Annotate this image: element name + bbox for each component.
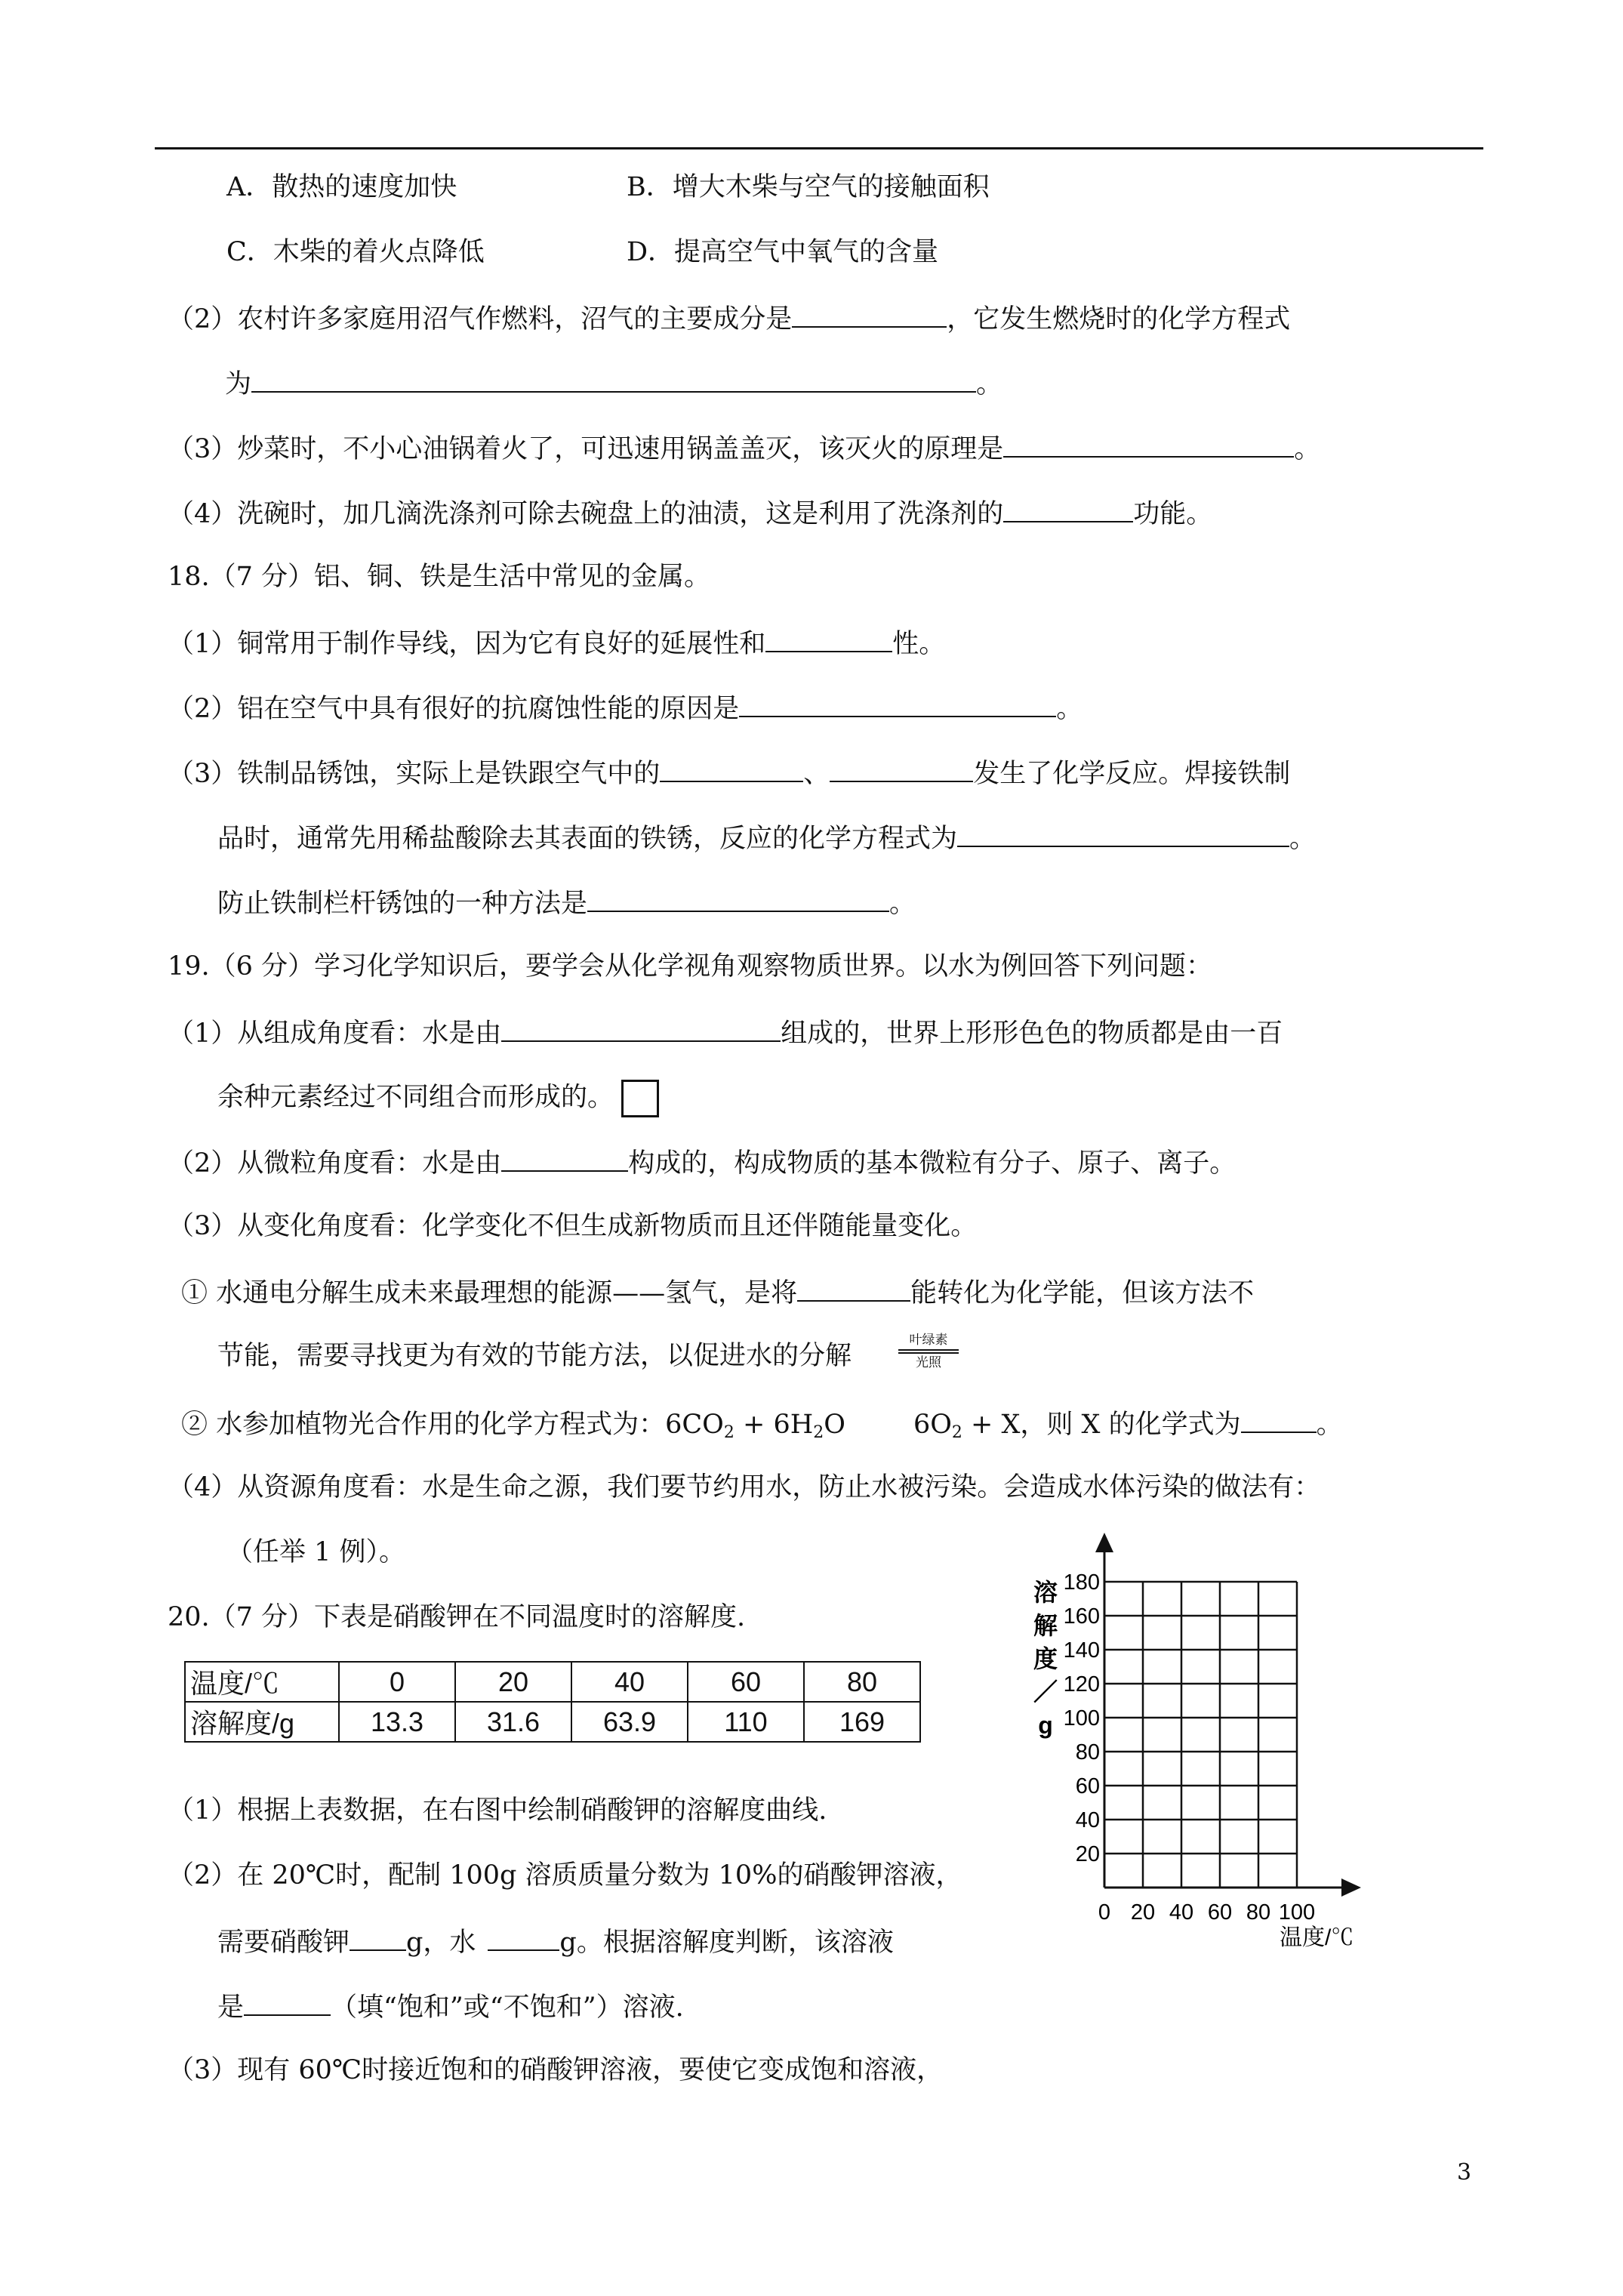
q19-circle2-text-d: 6O bbox=[913, 1410, 952, 1440]
answer-blank[interactable] bbox=[739, 690, 1056, 717]
period: 。 bbox=[976, 369, 1003, 399]
table-header-temp: 温度/℃ bbox=[185, 1662, 339, 1702]
solubility-chart bbox=[1023, 1533, 1370, 1955]
q20-part3: （3）现有 60℃时接近饱和的硝酸钾溶液，要使它变成饱和溶液， bbox=[168, 2055, 944, 2085]
q19-part4: （4）从资源角度看：水是生命之源，我们要节约用水，防止水被污染。会造成水体污染的做法有： bbox=[168, 1472, 1321, 1502]
q20-title: 20.（7 分）下表是硝酸钾在不同温度时的溶解度. bbox=[168, 1602, 746, 1632]
q19-circle1-line1 bbox=[181, 1274, 1254, 1310]
q18-part3-line3 bbox=[217, 885, 916, 920]
answer-blank[interactable] bbox=[244, 1989, 331, 2016]
q20-part2-text-f: （填“饱和”或“不饱和”）溶液. bbox=[331, 1992, 684, 2023]
y-axis-label-char: 度 bbox=[1033, 1645, 1058, 1672]
q17-option-a: A．散热的速度加快 bbox=[226, 172, 457, 202]
q20-part2-line2 bbox=[217, 1924, 894, 1959]
table-cell: 40 bbox=[571, 1662, 688, 1702]
reaction-condition-top: 叶绿素 bbox=[909, 1333, 948, 1348]
q17-part4-text-b: 功能。 bbox=[1133, 499, 1213, 529]
q19-part2 bbox=[168, 1145, 1236, 1180]
y-axis-label-char: ／ bbox=[1033, 1678, 1058, 1706]
q17-part3-text: （3）炒菜时，不小心油锅着火了，可迅速用锅盖盖灭，该灭火的原理是 bbox=[168, 434, 1004, 464]
q19-part1-text-c: 余种元素经过不同组合而形成的。 bbox=[217, 1082, 614, 1113]
table-cell: 169 bbox=[804, 1702, 920, 1742]
answer-blank[interactable] bbox=[660, 755, 803, 782]
x-tick-label: 100 bbox=[1278, 1900, 1316, 1925]
q17-part2-line2 bbox=[225, 365, 1002, 401]
y-tick-label: 120 bbox=[1063, 1672, 1100, 1697]
table-cell: 20 bbox=[455, 1662, 571, 1702]
q18-part3-line2 bbox=[217, 820, 1316, 855]
y-tick-label: 140 bbox=[1063, 1638, 1100, 1663]
y-tick-label: 40 bbox=[1075, 1808, 1100, 1832]
chart-axes bbox=[1095, 1533, 1361, 1897]
y-axis-label-char: 解 bbox=[1033, 1612, 1058, 1639]
chart-grid bbox=[1104, 1582, 1297, 1888]
q20-part2-text-b: 需要硝酸钾 bbox=[217, 1928, 350, 1958]
x-tick-label: 0 bbox=[1098, 1900, 1111, 1925]
y-tick-label: 60 bbox=[1075, 1774, 1100, 1798]
period: 。 bbox=[1294, 434, 1321, 464]
q17-part2-text: （2）农村许多家庭用沼气作燃料，沼气的主要成分是 bbox=[168, 304, 793, 334]
q20-part2-text-d: g。根据溶解度判断，该溶液 bbox=[559, 1928, 894, 1958]
q18-part1 bbox=[168, 625, 945, 661]
table-cell: 60 bbox=[688, 1662, 804, 1702]
y-tick-label: 20 bbox=[1075, 1842, 1100, 1866]
table-cell: 80 bbox=[804, 1662, 920, 1702]
q19-part2-text-b: 构成的，构成物质的基本微粒有分子、原子、离子。 bbox=[628, 1148, 1236, 1179]
y-axis-label-char: g bbox=[1038, 1712, 1053, 1739]
subscript: 2 bbox=[813, 1423, 824, 1442]
q17-part4-text: （4）洗碗时，加几滴洗涤剂可除去碗盘上的油渍，这是利用了洗涤剂的 bbox=[168, 499, 1004, 529]
q17-part2-line1 bbox=[168, 300, 1290, 336]
q18-part1-text-b: 性。 bbox=[892, 629, 946, 659]
table-header-solubility: 溶解度/g bbox=[185, 1702, 339, 1742]
q18-part3-text-e: 防止铁制栏杆锈蚀的一种方法是 bbox=[217, 889, 588, 919]
q19-circle1-text: ① 水通电分解生成未来最理想的能源——氢气，是将 bbox=[181, 1278, 798, 1308]
q17-part3 bbox=[168, 430, 1320, 466]
q17-option-b: B．增大木柴与空气的接触面积 bbox=[627, 172, 990, 202]
reaction-arrow bbox=[898, 1349, 959, 1351]
q19-title: 19.（6 分）学习化学知识后，要学会从化学视角观察物质世界。以水为例回答下列问题： bbox=[168, 951, 1213, 982]
x-axis-label: 温度/℃ bbox=[1280, 1925, 1354, 1950]
q18-part2 bbox=[168, 690, 1083, 726]
answer-blank[interactable] bbox=[501, 1145, 628, 1172]
q17-part4 bbox=[168, 495, 1212, 531]
answer-blank[interactable] bbox=[350, 1924, 406, 1951]
subscript: 2 bbox=[951, 1423, 962, 1442]
q17-part2-text-c: 为 bbox=[225, 369, 252, 399]
q17-part2-text-b: ，它发生燃烧时的化学方程式 bbox=[947, 304, 1291, 334]
reaction-condition-bottom: 光照 bbox=[916, 1355, 941, 1370]
q20-part2-text-e: 是 bbox=[217, 1992, 245, 2023]
x-tick-label: 40 bbox=[1169, 1900, 1194, 1925]
q19-part1-text: （1）从组成角度看：水是由 bbox=[168, 1019, 502, 1049]
answer-blank[interactable] bbox=[251, 365, 976, 393]
table-row bbox=[185, 1702, 920, 1742]
q18-part3-text-c: 发生了化学反应。焊接铁制 bbox=[973, 759, 1291, 789]
x-tick-label: 60 bbox=[1207, 1900, 1233, 1925]
q19-circle2-text-e: + X，则 X 的化学式为 bbox=[962, 1410, 1241, 1440]
q17-option-d: D．提高空气中氧气的含量 bbox=[627, 237, 939, 267]
y-tick-labels bbox=[1064, 1570, 1100, 1866]
answer-blank[interactable] bbox=[792, 300, 947, 328]
q19-circle2 bbox=[181, 1406, 1343, 1450]
answer-blank[interactable] bbox=[488, 1924, 559, 1951]
q19-part2-text: （2）从微粒角度看：水是由 bbox=[168, 1148, 502, 1179]
q19-part1-text-b: 组成的，世界上形形色色的物质都是由一百 bbox=[781, 1019, 1283, 1049]
answer-blank[interactable] bbox=[957, 820, 1289, 847]
q19-part1-line2 bbox=[217, 1080, 659, 1117]
q19-part4-b: （任举 1 例）。 bbox=[226, 1537, 406, 1567]
q18-part3-text-d: 品时，通常先用稀盐酸除去其表面的铁锈，反应的化学方程式为 bbox=[217, 824, 958, 854]
answer-blank[interactable] bbox=[830, 755, 973, 782]
answer-blank[interactable] bbox=[1003, 430, 1294, 458]
y-tick-label: 100 bbox=[1063, 1706, 1100, 1730]
period: 。 bbox=[1056, 694, 1083, 724]
answer-blank[interactable] bbox=[1003, 495, 1133, 522]
table-cell: 13.3 bbox=[339, 1702, 455, 1742]
table-cell: 110 bbox=[688, 1702, 804, 1742]
y-tick-label: 180 bbox=[1063, 1570, 1100, 1595]
answer-blank[interactable] bbox=[501, 1015, 781, 1042]
answer-blank[interactable] bbox=[797, 1274, 910, 1302]
x-tick-label: 20 bbox=[1130, 1900, 1156, 1925]
q19-circle2-text-b: + 6H bbox=[734, 1410, 814, 1440]
q20-part2-line3 bbox=[217, 1989, 684, 2024]
period: 。 bbox=[1289, 824, 1317, 854]
q18-part2-text: （2）铝在空气中具有很好的抗腐蚀性能的原因是 bbox=[168, 694, 740, 724]
y-axis-arrow-icon bbox=[1095, 1533, 1113, 1552]
q18-title: 18.（7 分）铝、铜、铁是生活中常见的金属。 bbox=[168, 562, 711, 592]
q18-part3-sep: 、 bbox=[803, 759, 830, 789]
answer-blank[interactable] bbox=[1241, 1406, 1317, 1433]
q19-part3: （3）从变化角度看：化学变化不但生成新物质而且还伴随能量变化。 bbox=[168, 1211, 978, 1241]
table-cell: 63.9 bbox=[571, 1702, 688, 1742]
q18-part1-text: （1）铜常用于制作导线，因为它有良好的延展性和 bbox=[168, 629, 766, 659]
q18-part3-line1 bbox=[168, 755, 1290, 791]
reaction-arrow-2 bbox=[898, 1352, 959, 1354]
reaction-condition bbox=[898, 1333, 959, 1370]
y-axis-label-char: 溶 bbox=[1033, 1579, 1058, 1606]
period: 。 bbox=[1316, 1410, 1343, 1440]
table-cell: 31.6 bbox=[455, 1702, 571, 1742]
checkbox[interactable] bbox=[621, 1080, 659, 1117]
header-rule bbox=[155, 147, 1483, 149]
solubility-table bbox=[184, 1661, 921, 1743]
q19-circle2-text: ② 水参加植物光合作用的化学方程式为：6CO bbox=[181, 1410, 724, 1440]
q17-option-c: C．木柴的着火点降低 bbox=[226, 237, 485, 267]
x-tick-label: 80 bbox=[1246, 1900, 1271, 1925]
answer-blank[interactable] bbox=[765, 625, 892, 652]
q19-circle1-text-b: 能转化为化学能，但该方法不 bbox=[910, 1278, 1255, 1308]
period: 。 bbox=[889, 889, 916, 919]
table-row bbox=[185, 1662, 920, 1702]
q20-part2-line1: （2）在 20℃时，配制 100g 溶质质量分数为 10%的硝酸钾溶液， bbox=[168, 1860, 962, 1891]
q20-part1: （1）根据上表数据，在右图中绘制硝酸钾的溶解度曲线. bbox=[168, 1795, 827, 1826]
x-tick-labels bbox=[1098, 1900, 1315, 1925]
table-cell: 0 bbox=[339, 1662, 455, 1702]
x-axis-arrow-icon bbox=[1341, 1878, 1361, 1897]
subscript: 2 bbox=[723, 1423, 735, 1442]
answer-blank[interactable] bbox=[587, 885, 889, 912]
q20-part2-text-c: g，水 bbox=[406, 1928, 476, 1958]
q19-circle2-text-c: O bbox=[824, 1410, 845, 1440]
y-axis-label bbox=[1033, 1579, 1058, 1739]
q18-part3-text: （3）铁制品锈蚀，实际上是铁跟空气中的 bbox=[168, 759, 661, 789]
y-tick-label: 80 bbox=[1075, 1740, 1100, 1764]
page-number: 3 bbox=[1457, 2159, 1472, 2186]
q19-circle1-line2: 节能，需要寻找更为有效的节能方法，以促进水的分解 bbox=[217, 1341, 852, 1371]
y-tick-label: 160 bbox=[1063, 1604, 1100, 1629]
q19-part1-line1 bbox=[168, 1015, 1283, 1050]
